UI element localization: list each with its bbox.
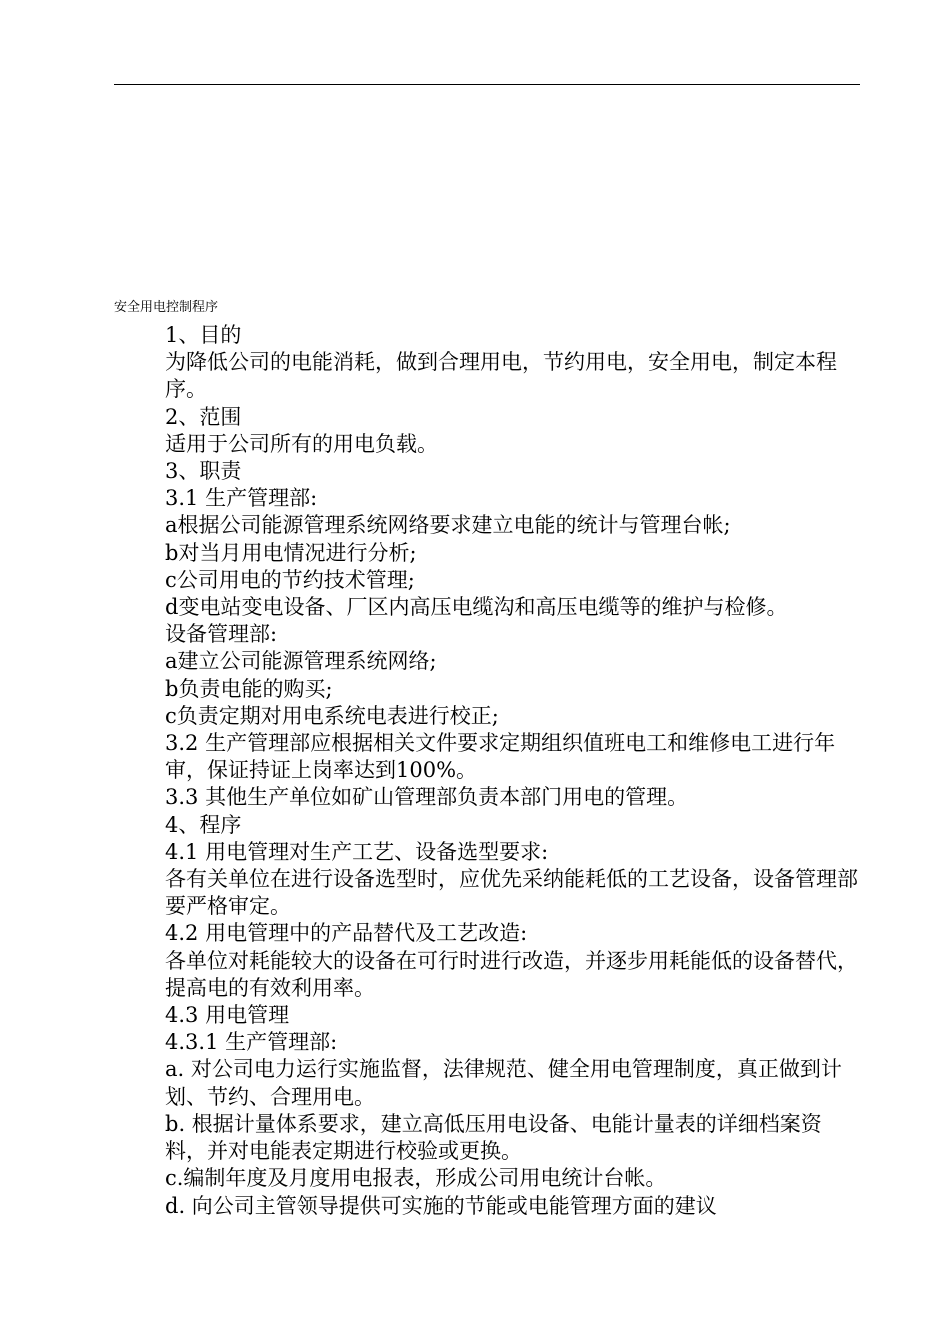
body-paragraph: a根据公司能源管理系统网络要求建立电能的统计与管理台帐;: [165, 513, 731, 538]
body-paragraph: 3.1 生产管理部:: [165, 486, 318, 511]
body-paragraph: c负责定期对用电系统电表进行校正;: [165, 703, 499, 728]
body-paragraph: 3、职责: [165, 459, 242, 484]
body-paragraph: 2、范围: [165, 404, 242, 429]
body-paragraph: 4.3 用电管理: [165, 1003, 290, 1028]
body-paragraph: 4.3.1 生产管理部:: [165, 1030, 338, 1055]
body-paragraph: b. 根据计量体系要求，建立高低压用电设备、电能计量表的详细档案资料，并对电能表定期进行校验或更换。: [165, 1111, 822, 1164]
body-paragraph: 各有关单位在进行设备选型时，应优先采纳能耗低的工艺设备，设备管理部要严格审定。: [165, 867, 858, 919]
body-paragraph: 为降低公司的电能消耗，做到合理用电，节约用电，安全用电，制定本程序。: [165, 350, 837, 402]
body-paragraph: 各单位对耗能较大的设备在可行时进行改造，并逐步用耗能低的设备替代，提高电的有效利用率。: [165, 948, 858, 1000]
body-paragraph: 3.3 其他生产单位如矿山管理部负责本部门用电的管理。: [165, 785, 689, 810]
document-body: [114, 322, 862, 1220]
body-paragraph: d. 向公司主管领导提供可实施的节能或电能管理方面的建议: [165, 1193, 717, 1218]
body-paragraph: 4.1 用电管理对生产工艺、设备选型要求:: [165, 839, 549, 864]
body-paragraph: b对当月用电情况进行分析;: [165, 540, 417, 565]
body-paragraph: 4.2 用电管理中的产品替代及工艺改造:: [165, 921, 528, 946]
body-paragraph: b负责电能的购买;: [165, 676, 333, 701]
body-paragraph: 适用于公司所有的用电负载。: [165, 431, 438, 456]
body-paragraph: 1、目的: [165, 323, 242, 347]
body-paragraph: a. 对公司电力运行实施监督，法律规范、健全用电管理制度，真正做到计划、节约、合理用电。: [165, 1057, 842, 1109]
body-paragraph: 4、程序: [165, 812, 242, 837]
body-paragraph: a建立公司能源管理系统网络;: [165, 649, 437, 674]
body-paragraph: d变电站变电设备、厂区内高压电缆沟和高压电缆等的维护与检修。: [165, 595, 788, 620]
body-paragraph: 3.2 生产管理部应根据相关文件要求定期组织值班电工和维修电工进行年审，保证持证上岗率达到100%。: [165, 731, 836, 783]
body-paragraph: c公司用电的节约技术管理;: [165, 567, 415, 592]
body-paragraph: 设备管理部:: [165, 622, 278, 647]
document-title: 安全用电控制程序: [114, 300, 219, 315]
header-rule: [114, 84, 860, 85]
body-paragraph: c.编制年度及月度用电报表，形成公司用电统计台帐。: [165, 1166, 667, 1191]
